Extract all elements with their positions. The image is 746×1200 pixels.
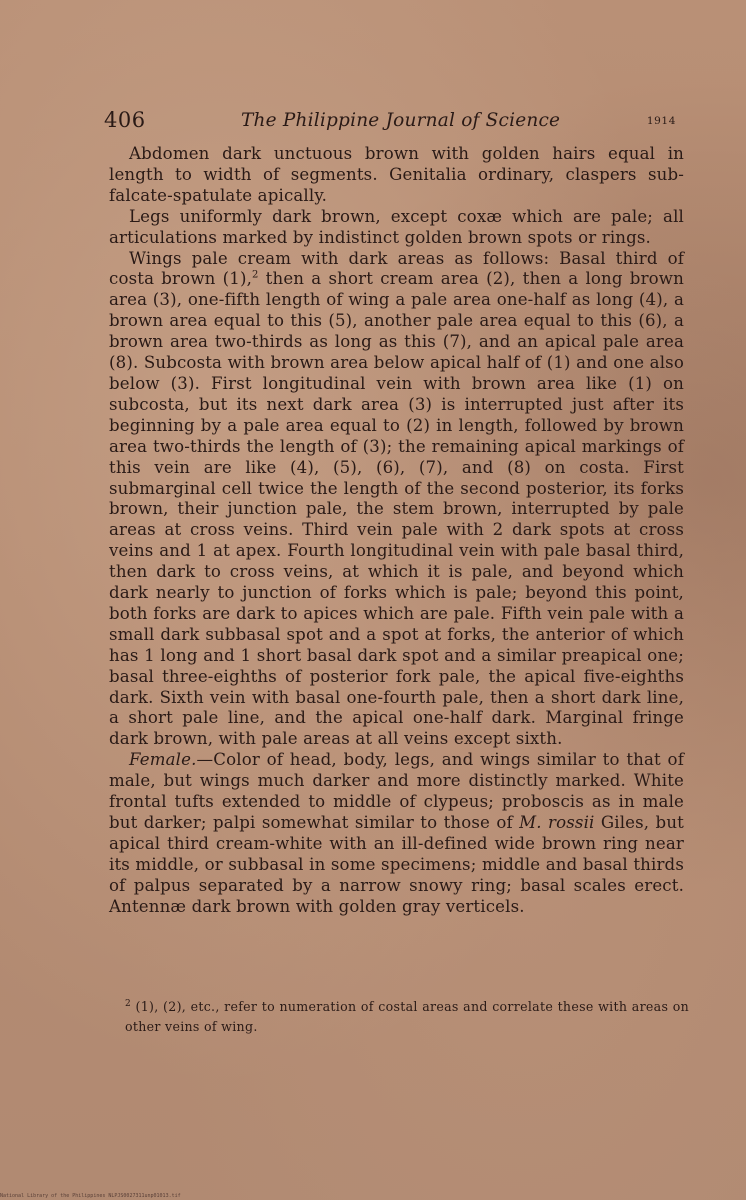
paragraph-abdomen: Abdomen dark unctuous brown with golden hairs equal in length to width of segments. Genitalia ordinary, claspers sub-falcate-spatulate apically. [109,144,684,205]
page-number: 406 [104,108,146,132]
female-text-rest: Giles, but apical third cream-white with an ill-defined wide brown ring near its middle, or subbasal in some specimens; middle and basal thirds of palpus separated by a narrow snowy ring; basal scales erect. Antennæ dark brown with golden gray verticels. [109,813,684,916]
scan-caption: National Library of the Philippines NLPJS0027311unp01013.tif [0,1193,181,1199]
footnote-text: (1), (2), etc., refer to numeration of costal areas and correlate these with areas on other veins of wing. [125,999,689,1034]
page-header [104,108,676,138]
female-text-start: —Color of head, body, legs, and wings similar to that of male, but wings much darker and more distinctly marked. White frontal tufts extended to middle of clypeus; proboscis as in male but darker; palpi somewhat similar to those of [109,750,684,832]
paragraph-wings [109,249,684,751]
footnote-marker: 2 [125,998,132,1009]
species-name: M. rossii [519,813,595,832]
wings-text-rest: then a short cream area (2), then a long brown area (3), one-fifth length of wing a pale area one-half as long (4), a brown area equal to this (5), another pale area equal to this (6), a brown area two-thirds as long as this (7), and an apical pale area (8). Subcosta with brown area below apical half of (1) and one also below (3). First longitudinal vein with brown area like (1) on subcosta, but its next dark area (3) is interrupted just after its beginning by a pale area equal to (2) in length, followed by brown area two-thirds the length of (3); the remaining apical markings of this vein are like (4), (5), (6), (7), and (8) on costa. First submarginal cell twice the length of the second posterior, its forks brown, their junction pale, the stem brown, interrupted by pale areas at cross veins. Third vein pale with 2 dark spots at cross veins and 1 at apex. Fourth longitudinal vein with pale basal third, then dark to cross veins, at which it is pale, and beyond which dark nearly to junction of forks which is pale; beyond this point, both forks are dark to apices which are pale. Fifth vein pale with a small dark subbasal spot and a spot at forks, the anterior of which has 1 long and 1 short basal dark spot and a similar preapical one; basal three-eighths of posterior fork pale, the apical five-eighths dark. Sixth vein with basal one-fourth pale, then a short dark line, a short pale line, and the apical one-half dark. Marginal fringe dark brown, with pale areas at all veins except sixth. [109,269,684,749]
female-heading: Female. [129,750,197,770]
paragraph-legs: Legs uniformly dark brown, except coxæ which are pale; all articulations marked by indistinct golden brown spots or rings. [109,206,684,247]
paragraph-female [109,750,684,917]
body-text [109,144,684,918]
journal-title: The Philippine Journal of Science [241,110,561,131]
wings-text-start: Wings pale cream with dark areas as follows: Basal third of costa brown (1), [109,248,684,289]
footnote [125,997,689,1037]
footnote-reference: 2 [252,269,259,281]
publication-year: 1914 [646,115,676,127]
